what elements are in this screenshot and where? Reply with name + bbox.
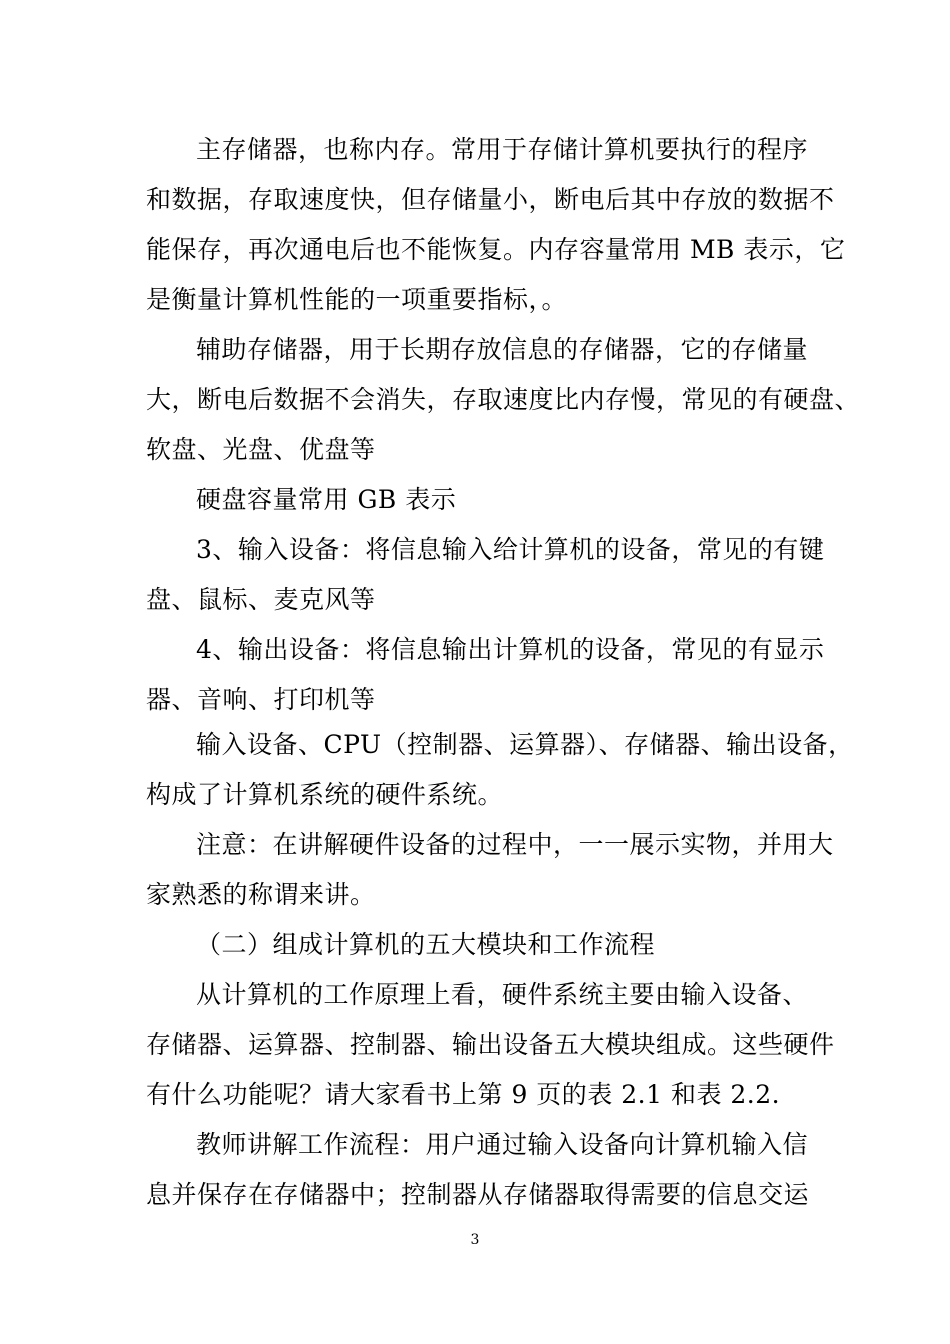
text-line: 盘、鼠标、麦克风等 <box>146 585 376 614</box>
text-line: 输入设备、CPU（控制器、运算器）、存储器、输出设备， <box>196 730 854 759</box>
text-line: 家熟悉的称谓来讲。 <box>146 880 376 909</box>
text-line: 器、音响、打印机等 <box>146 685 376 714</box>
text-line: 息并保存在存储器中；控制器从存储器取得需要的信息交运 <box>146 1180 810 1209</box>
page-number: 3 <box>470 1232 480 1248</box>
text-line: 有什么功能呢？请大家看书上第 9 页的表 2.1 和表 2.2. <box>146 1080 781 1109</box>
text-line: 注意：在讲解硬件设备的过程中，一一展示实物，并用大 <box>196 830 834 859</box>
text-line: 4、输出设备：将信息输出计算机的设备，常见的有显示 <box>196 635 825 664</box>
text-line: 能保存，再次通电后也不能恢复。内存容量常用 MB 表示，它 <box>146 235 846 264</box>
text-line: 主存储器，也称内存。常用于存储计算机要执行的程序 <box>196 135 809 164</box>
text-line: 教师讲解工作流程：用户通过输入设备向计算机输入信 <box>196 1130 809 1159</box>
text-line: 软盘、光盘、优盘等 <box>146 435 376 464</box>
text-line: 从计算机的工作原理上看，硬件系统主要由输入设备、 <box>196 980 809 1009</box>
text-line: 大，断电后数据不会消失，存取速度比内存慢，常见的有硬盘、 <box>146 385 861 414</box>
section-heading: （二）组成计算机的五大模块和工作流程 <box>196 930 656 959</box>
text-line: 辅助存储器，用于长期存放信息的存储器，它的存储量 <box>196 335 809 364</box>
text-line: 和数据，存取速度快，但存储量小，断电后其中存放的数据不 <box>146 185 835 214</box>
text-line: 构成了计算机系统的硬件系统。 <box>146 780 504 809</box>
text-line: 存储器、运算器、控制器、输出设备五大模块组成。这些硬件 <box>146 1030 835 1059</box>
text-line: 是衡量计算机性能的一项重要指标，。 <box>146 285 568 314</box>
text-line: 3、输入设备：将信息输入给计算机的设备，常见的有键 <box>196 535 825 564</box>
text-line: 硬盘容量常用 GB 表示 <box>196 485 457 514</box>
